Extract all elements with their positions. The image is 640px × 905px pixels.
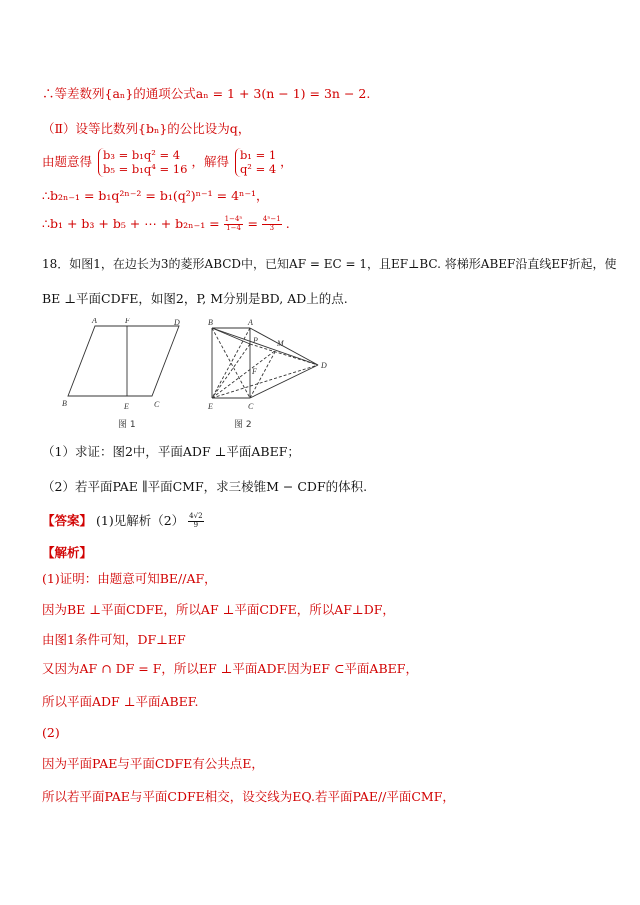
fig2-label-p: P <box>253 336 258 345</box>
sum-fraction-1-den: 1−4 <box>226 224 241 232</box>
question-18-line-1: 18．如图1，在边长为3的菱形ABCD中，已知AF = EC = 1，且EF⊥BC. 将梯形ABEF沿直线EF折起，使 <box>42 257 617 271</box>
sum-fraction-1-num: 1−4ⁿ <box>224 215 243 224</box>
figures-diagram <box>62 318 352 436</box>
fig1-label-a: A <box>92 318 97 325</box>
answer-tag: 【答案】 <box>42 513 93 528</box>
system-brace-2 <box>235 148 276 177</box>
answer-fraction <box>188 513 203 529</box>
analysis-line-5: 所以平面ADF ⊥平面ABEF. <box>42 694 199 709</box>
analysis-line-1: (1)证明：由题意可知BE//AF， <box>42 571 217 586</box>
system1-eq-a: b₃ = b₁q² = 4 <box>103 148 181 162</box>
figure-2 <box>212 328 318 398</box>
analysis-line-7: 因为平面PAE与平面CDFE有公共点E， <box>42 756 264 771</box>
analysis-line-4: 又因为AF ∩ DF = F，所以EF ⊥平面ADF.因为EF ⊂平面ABEF， <box>42 661 418 676</box>
fig2-label-e: E <box>208 402 213 411</box>
fig1-label-d: D <box>174 318 180 327</box>
figure-1-rhombus <box>68 326 179 396</box>
question-part-2: （2）若平面PAE ∥平面CMF，求三棱锥M − CDF的体积. <box>42 479 368 494</box>
question-part-1: （1）求证：图2中，平面ADF ⊥平面ABEF； <box>42 444 300 459</box>
fig1-label-e: E <box>124 402 129 411</box>
fig2-label-b: B <box>208 318 213 327</box>
figure-1-caption: 图 1 <box>118 420 136 430</box>
system2-eq-a: b₁ = 1 <box>239 148 277 162</box>
solution-line-equation-system <box>42 148 293 177</box>
fig1-label-f: F <box>125 318 130 325</box>
figure-2-caption: 图 2 <box>234 420 252 430</box>
answer-fraction-num: 4√2 <box>189 512 203 521</box>
solution-line-odd-terms: ∴b₂ₙ₋₁ = b₁q²ⁿ⁻² = b₁(q²)ⁿ⁻¹ = 4ⁿ⁻¹， <box>42 188 269 203</box>
sum-fraction-2 <box>262 216 282 232</box>
analysis-line-6: (2) <box>42 725 60 740</box>
fig2-label-f: F <box>252 367 257 376</box>
system2-eq-b: q² = 4 <box>239 162 277 177</box>
solution-line-part2-intro: （Ⅱ）设等比数列{bₙ}的公比设为q， <box>42 121 251 136</box>
analysis-line-8: 所以若平面PAE与平面CDFE相交，设交线为EQ.若平面PAE//平面CMF， <box>42 789 455 804</box>
analysis-line-3: 由图1条件可知，DF⊥EF <box>42 632 186 647</box>
system-brace-1 <box>98 148 187 177</box>
system-suffix: ， <box>280 153 293 169</box>
solution-line-sum <box>42 216 290 233</box>
fig2-label-d: D <box>321 361 327 370</box>
fig1-label-c: C <box>154 400 160 409</box>
system-mid: ，解得 <box>191 153 229 169</box>
answer-text: (1)见解析（2） <box>96 513 185 528</box>
fig2-label-c: C <box>248 402 254 411</box>
figure-1 <box>68 326 179 396</box>
sum-fraction-2-den: 3 <box>269 224 275 232</box>
analysis-line-2: 因为BE ⊥平面CDFE，所以AF ⊥平面CDFE，所以AF⊥DF， <box>42 602 395 617</box>
sum-fraction-2-num: 4ⁿ−1 <box>262 215 281 224</box>
fig1-label-b: B <box>62 399 67 408</box>
sum-prefix: ∴b₁ + b₃ + b₅ + ⋯ + b₂ₙ₋₁ = <box>42 216 220 231</box>
solution-line-general-term: ∴等差数列{aₙ}的通项公式aₙ = 1 + 3(n − 1) = 3n − 2. <box>42 86 371 101</box>
sum-fraction-1 <box>224 216 244 232</box>
fig2-label-m: M <box>277 339 284 348</box>
system1-eq-b: b₅ = b₁q⁴ = 16 <box>103 162 188 177</box>
analysis-tag: 【解析】 <box>42 545 93 560</box>
answer-fraction-den: 9 <box>193 521 199 529</box>
answer-line <box>42 513 204 530</box>
sum-suffix: . <box>285 216 290 231</box>
question-18-line-2: BE ⊥平面CDFE，如图2，P, M分别是BD, AD上的点. <box>42 291 348 306</box>
fig2-label-a: A <box>248 318 253 327</box>
system-prefix: 由题意得 <box>42 153 93 169</box>
sum-eq: = <box>247 216 258 231</box>
